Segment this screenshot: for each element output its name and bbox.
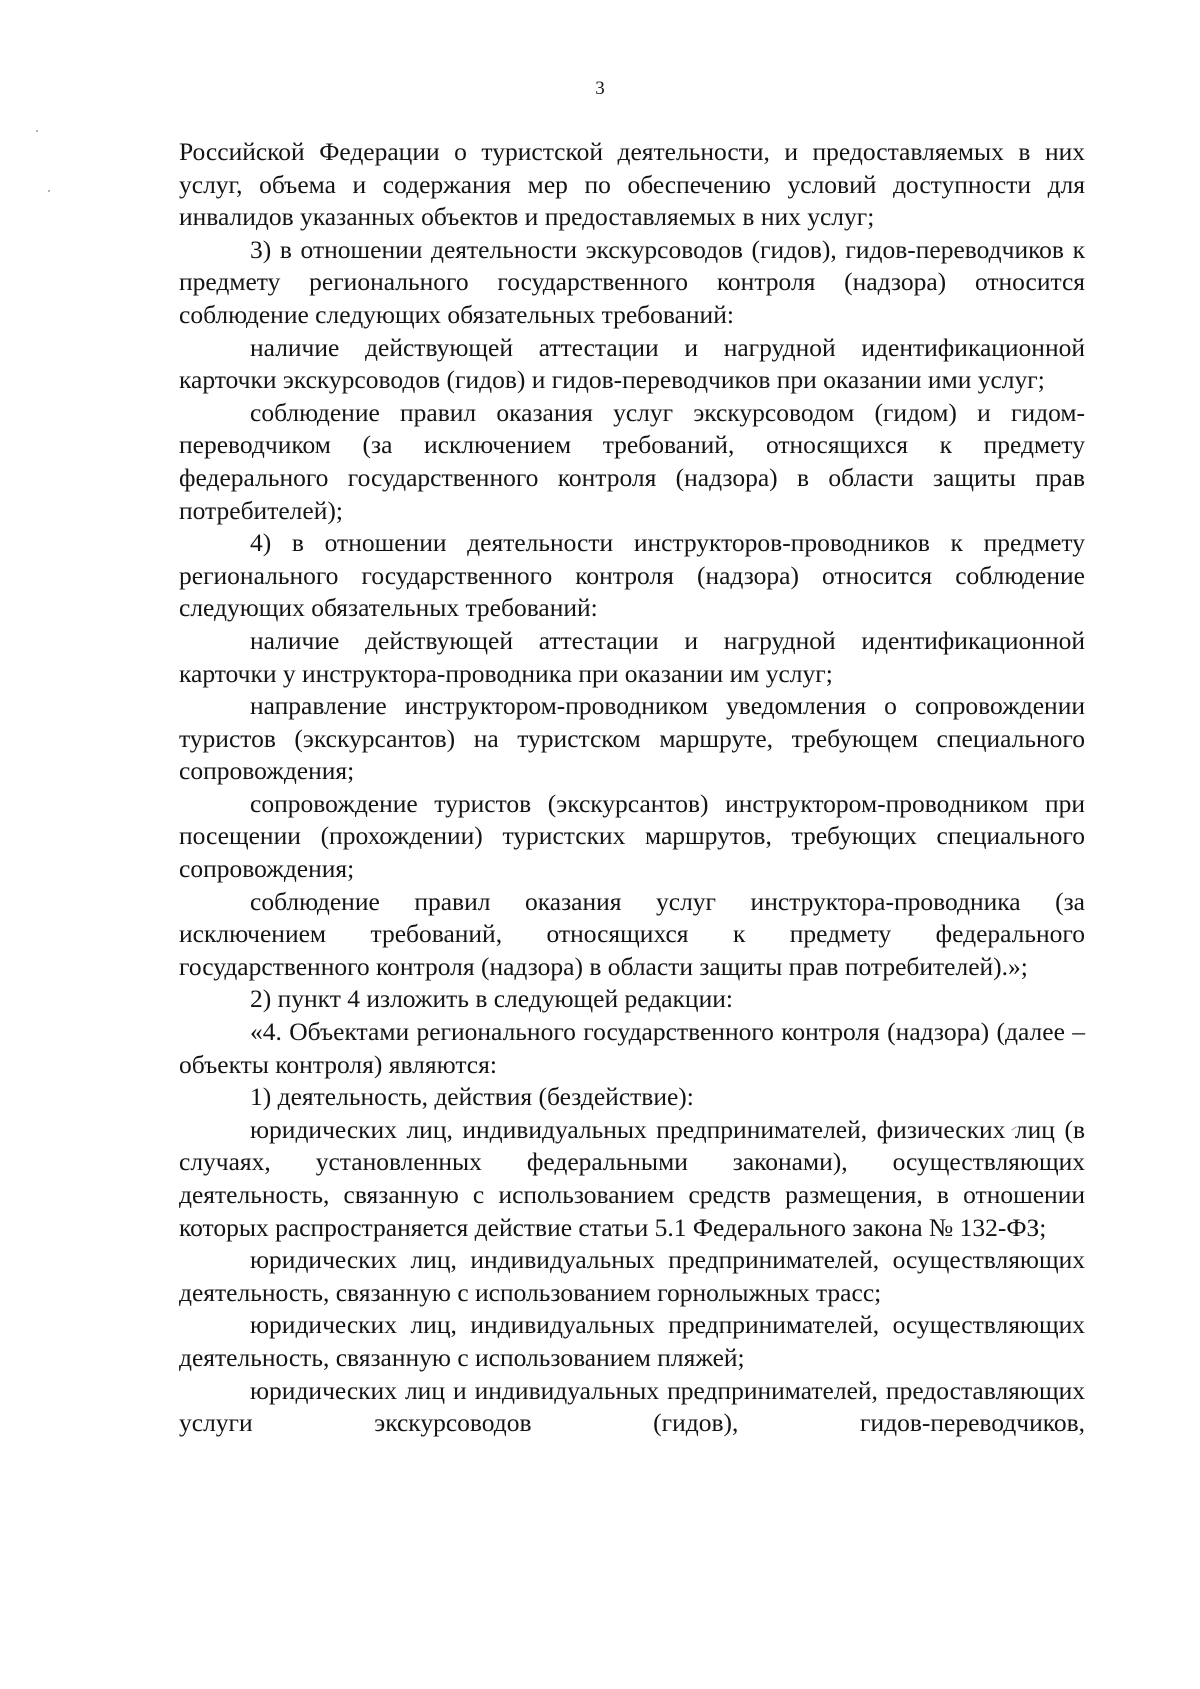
page-number: 3 [595, 78, 605, 99]
paragraph: направление инструктором-проводником уведомления о сопровождении туристов (экскурсантов) на туристском маршруте, требующем специального сопровождения; [179, 691, 1085, 786]
paragraph: юридических лиц и индивидуальных предпринимателей, предоставляющих услуги экскурсоводов (гидов), гидов-переводчиков, [179, 1375, 1085, 1438]
paragraph: соблюдение правил оказания услуг экскурсоводом (гидом) и гидом-переводчиком (за исключением требований, относящихся к предмету федерального государственного контроля (надзора) в области защиты прав потребителей); [179, 397, 1085, 525]
paragraph: сопровождение туристов (экскурсантов) инструктором-проводником при посещении (прохождении) туристских маршрутов, требующих специального сопровождения; [179, 788, 1085, 884]
paragraph: наличие действующей аттестации и нагрудной идентификационной карточки у инструктора-проводника при оказании им услуг; [179, 625, 1085, 688]
paragraph: Российской Федерации о туристской деятельности, и предоставляемых в них услуг, объема и содержания мер по обеспечению условий доступности для инвалидов указанных объектов и предоставляемых в них услуг; [179, 137, 1085, 232]
scan-speck [48, 190, 50, 192]
document-body [179, 136, 1085, 1440]
paragraph: юридических лиц, индивидуальных предпринимателей, осуществляющих деятельность, связанную с использованием пляжей; [179, 1310, 1085, 1372]
paragraph: наличие действующей аттестации и нагрудной идентификационной карточки экскурсоводов (гидов) и гидов-переводчиков при оказании ими услуг; [179, 332, 1085, 395]
scan-speck [36, 130, 38, 132]
paragraph: «4. Объектами регионального государственного контроля (надзора) (далее – объекты контроля) являются: [179, 1017, 1085, 1079]
paragraph: 4) в отношении деятельности инструкторов-проводников к предмету регионального государственного контроля (надзора) относится соблюдение следующих обязательных требований: [179, 528, 1085, 623]
paragraph: юридических лиц, индивидуальных предпринимателей, физических лиц (в случаях, установленных федеральными законами), осуществляющих деятельность, связанную с использованием средств размещения, в отношении которых распространяется действие статьи 5.1 Федерального закона № 132-ФЗ; [179, 1114, 1085, 1242]
paragraph: 2) пункт 4 изложить в следующей редакции: [250, 984, 733, 1014]
paragraph: 3) в отношении деятельности экскурсоводов (гидов), гидов-переводчиков к предмету регионального государственного контроля (надзора) относится соблюдение следующих обязательных требований: [179, 234, 1085, 329]
paragraph: 1) деятельность, действия (бездействие): [250, 1082, 694, 1112]
paragraph: соблюдение правил оказания услуг инструктора-проводника (за исключением требований, относящихся к предмету федерального государственного контроля (надзора) в области защиты прав потребителей).»; [179, 886, 1085, 981]
paragraph: юридических лиц, индивидуальных предпринимателей, осуществляющих деятельность, связанную с использованием горнолыжных трасс; [179, 1245, 1085, 1307]
